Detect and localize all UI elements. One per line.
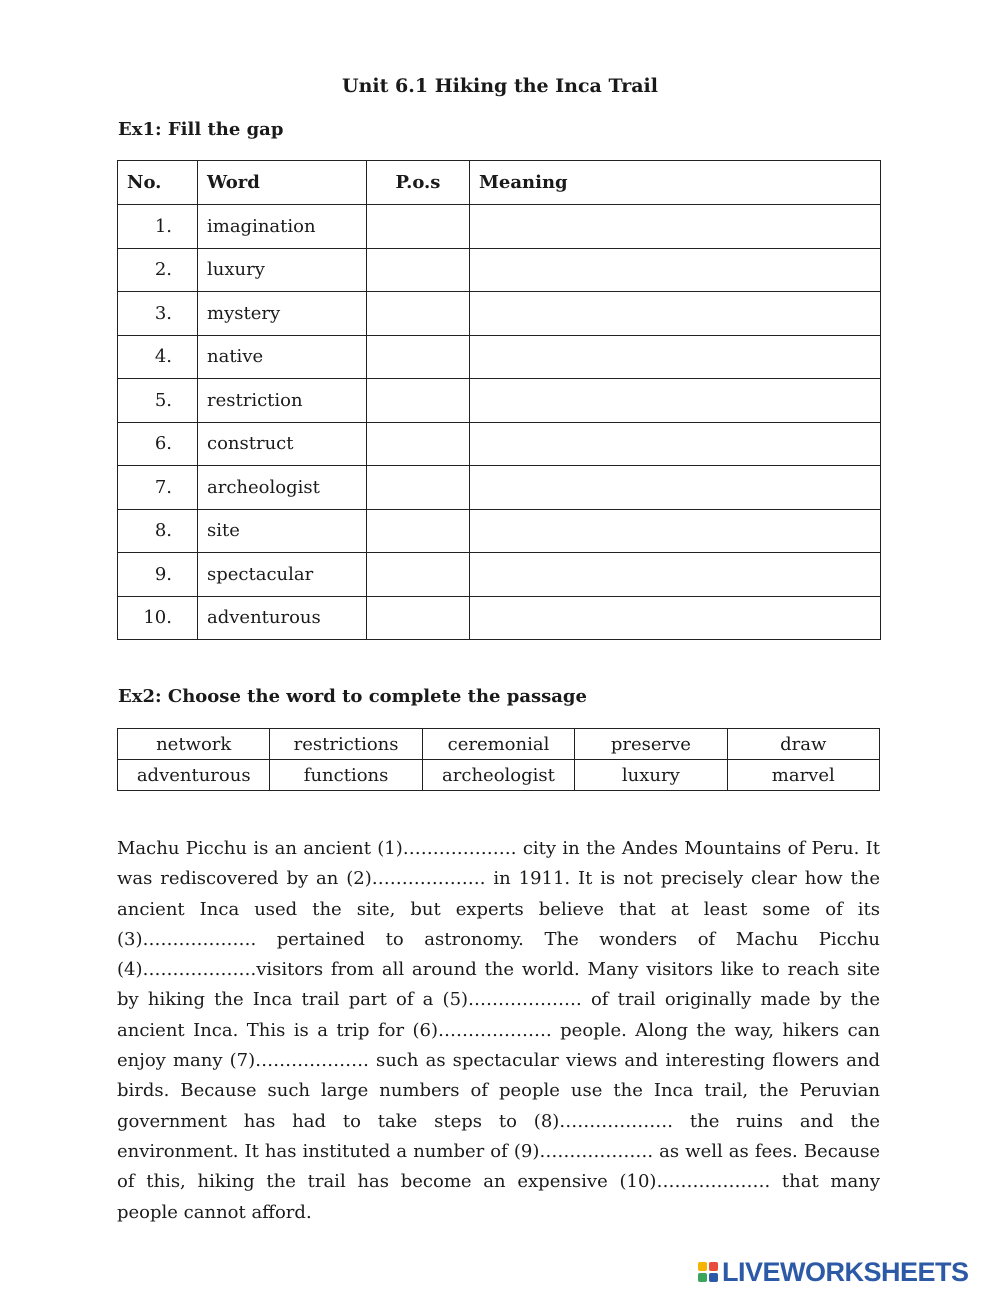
vocab-header-row <box>118 161 881 205</box>
row-word: spectacular <box>198 553 367 597</box>
ex1-heading: Ex1: Fill the gap <box>118 119 284 140</box>
row-word: adventurous <box>198 596 367 640</box>
word-bank-item: restrictions <box>270 729 422 760</box>
word-bank-row <box>118 760 880 791</box>
meaning-answer-cell[interactable] <box>470 292 881 336</box>
liveworksheets-logo[interactable] <box>698 1252 969 1292</box>
meaning-answer-cell[interactable] <box>470 422 881 466</box>
word-bank-row <box>118 729 880 760</box>
meaning-answer-cell[interactable] <box>470 205 881 249</box>
table-row <box>118 335 881 379</box>
row-number: 7. <box>118 466 198 510</box>
passage-text: Machu Picchu is an ancient (1)………………. city in the Andes Mountains of Peru. It was rediscovered by an (2)………………. in 1911. It is not precisely clear how the ancient Inca used the site, but experts believe that at least some of its (3)………………. pertained to astronomy. The wonders of Machu Picchu (4)……………….visitors from all around the world. Many visitors like to reach site by hiking the Inca trail part of a (5)………………. of trail originally made by the ancient Inca. This is a trip for (6)………………. people. Along the way, hikers can enjoy many (7)………………. such as spectacular views and interesting flowers and birds. Because such large numbers of people use the Inca trail, the Peruvian government has had to take steps to (8)………………. the ruins and the environment. It has instituted a number of (9)………………. as well as fees. Because of this, hiking the trail has become an expensive (10)………………. that many people cannot afford. <box>117 838 880 1223</box>
pos-answer-cell[interactable] <box>367 205 470 249</box>
meaning-answer-cell[interactable] <box>470 466 881 510</box>
word-bank-item: ceremonial <box>422 729 574 760</box>
meaning-answer-cell[interactable] <box>470 553 881 597</box>
row-number: 10. <box>118 596 198 640</box>
meaning-answer-cell[interactable] <box>470 509 881 553</box>
table-row <box>118 596 881 640</box>
table-row <box>118 422 881 466</box>
table-row <box>118 292 881 336</box>
row-number: 9. <box>118 553 198 597</box>
word-bank-item: draw <box>727 729 879 760</box>
table-row <box>118 466 881 510</box>
table-row <box>118 379 881 423</box>
header-pos: P.o.s <box>367 161 470 205</box>
pos-answer-cell[interactable] <box>367 596 470 640</box>
meaning-answer-cell[interactable] <box>470 379 881 423</box>
pos-answer-cell[interactable] <box>367 292 470 336</box>
row-number: 1. <box>118 205 198 249</box>
ex2-heading: Ex2: Choose the word to complete the passage <box>118 686 587 707</box>
row-word: restriction <box>198 379 367 423</box>
word-bank-table <box>117 728 880 791</box>
pos-answer-cell[interactable] <box>367 248 470 292</box>
pos-answer-cell[interactable] <box>367 422 470 466</box>
meaning-answer-cell[interactable] <box>470 596 881 640</box>
pos-answer-cell[interactable] <box>367 553 470 597</box>
row-number: 6. <box>118 422 198 466</box>
row-number: 8. <box>118 509 198 553</box>
row-number: 4. <box>118 335 198 379</box>
header-no: No. <box>118 161 198 205</box>
pos-answer-cell[interactable] <box>367 335 470 379</box>
table-row <box>118 509 881 553</box>
table-row <box>118 553 881 597</box>
row-word: construct <box>198 422 367 466</box>
pos-answer-cell[interactable] <box>367 466 470 510</box>
pos-answer-cell[interactable] <box>367 509 470 553</box>
liveworksheets-logo-icon <box>698 1262 718 1282</box>
word-bank-item: archeologist <box>422 760 574 791</box>
row-number: 2. <box>118 248 198 292</box>
meaning-answer-cell[interactable] <box>470 248 881 292</box>
word-bank-item: adventurous <box>118 760 270 791</box>
meaning-answer-cell[interactable] <box>470 335 881 379</box>
logo-text: LIVEWORKSHEETS <box>722 1256 969 1287</box>
row-number: 5. <box>118 379 198 423</box>
row-word: mystery <box>198 292 367 336</box>
word-bank-item: network <box>118 729 270 760</box>
row-word: site <box>198 509 367 553</box>
table-row <box>118 248 881 292</box>
pos-answer-cell[interactable] <box>367 379 470 423</box>
vocab-table <box>117 160 881 640</box>
word-bank-item: preserve <box>575 729 727 760</box>
row-word: native <box>198 335 367 379</box>
table-row <box>118 205 881 249</box>
header-word: Word <box>198 161 367 205</box>
word-bank-item: marvel <box>727 760 879 791</box>
row-word: imagination <box>198 205 367 249</box>
word-bank-item: functions <box>270 760 422 791</box>
word-bank-item: luxury <box>575 760 727 791</box>
header-meaning: Meaning <box>470 161 881 205</box>
row-word: luxury <box>198 248 367 292</box>
row-number: 3. <box>118 292 198 336</box>
row-word: archeologist <box>198 466 367 510</box>
page-title: Unit 6.1 Hiking the Inca Trail <box>342 75 658 97</box>
